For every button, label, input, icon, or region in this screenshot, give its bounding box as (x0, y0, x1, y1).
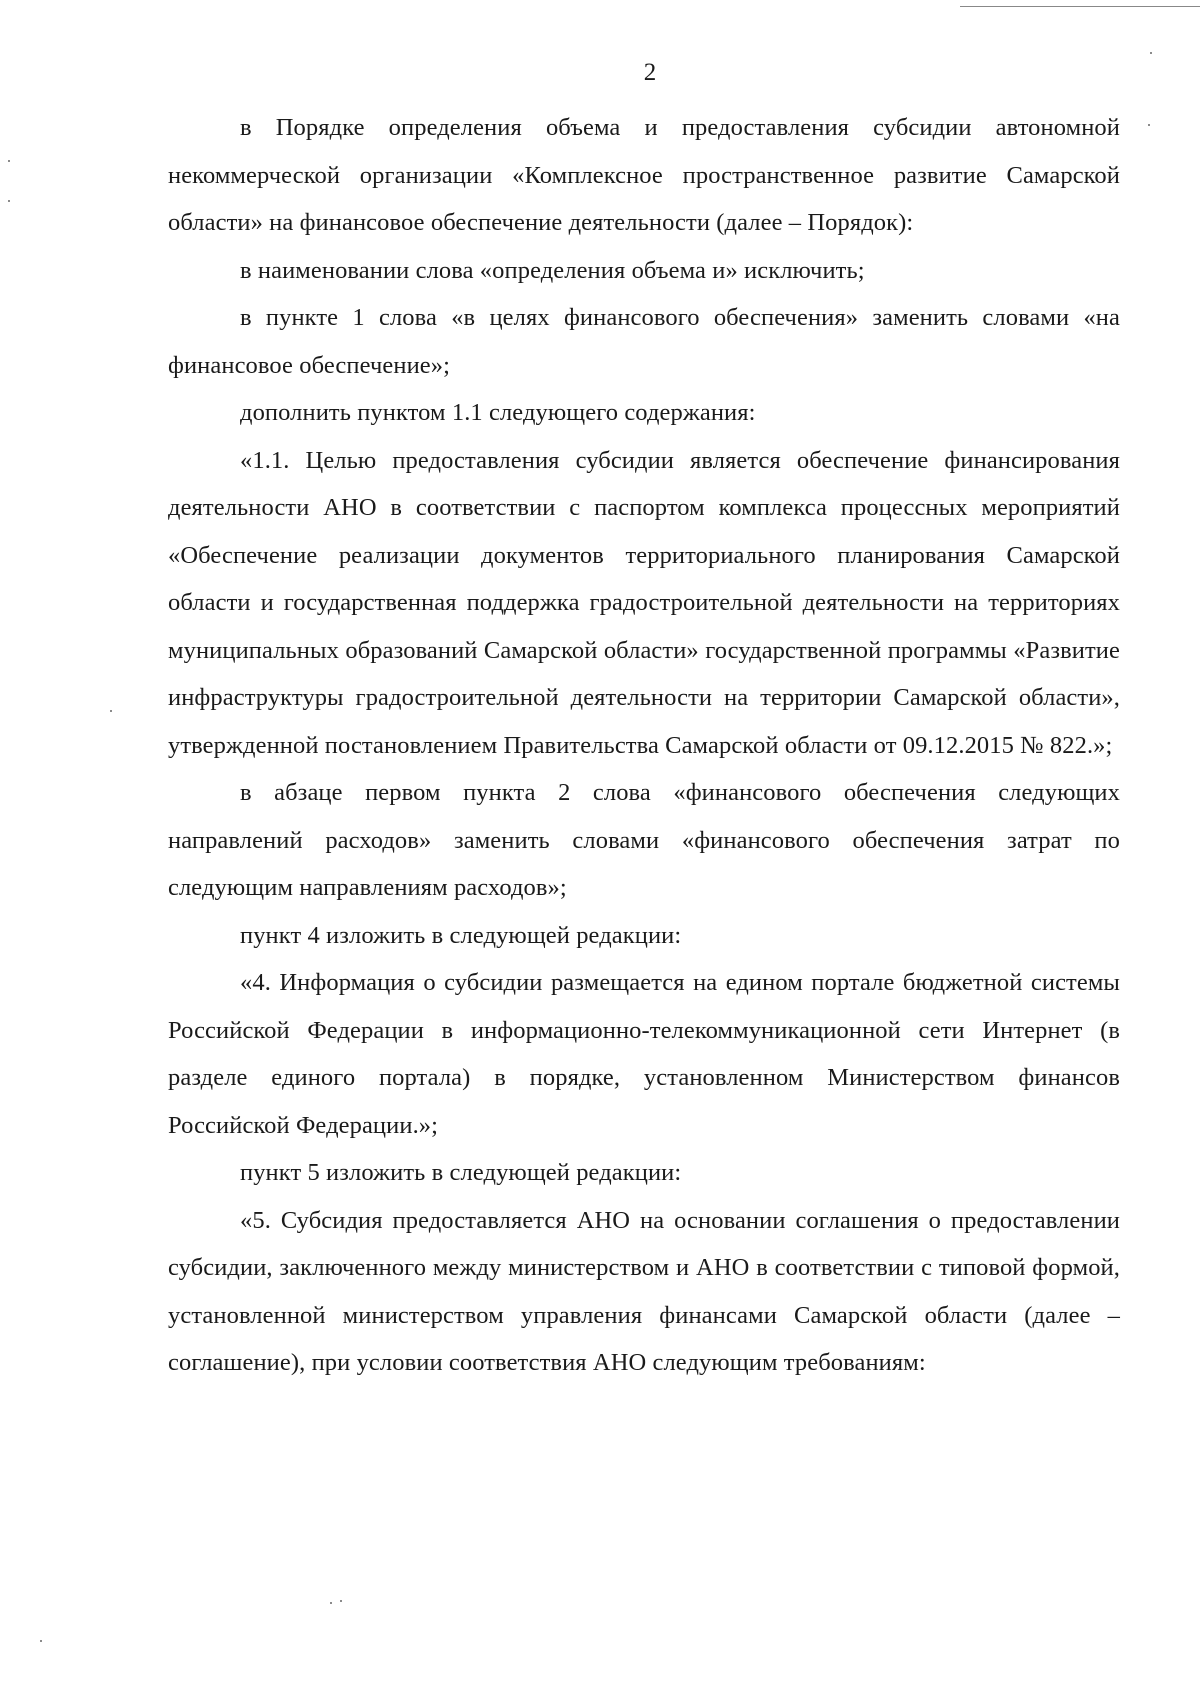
paragraph-item5-text: «5. Субсидия предоставляется АНО на основании соглашения о предоставлении субсидии, заключенного между министерством и АНО в соответствии с типовой формой, установленной министерством управления финансами Самарской области (далее – соглашение), при условии соответствия АНО следующим требованиям: (168, 1206, 1120, 1376)
document-body (168, 104, 1120, 1387)
scan-edge-line (960, 6, 1200, 7)
paragraph-item4-text: «4. Информация о субсидии размещается на едином портале бюджетной системы Российской Федерации в информационно-телекоммуникационной сети Интернет (в разделе единого портала) в порядке, установленном Министерством финансов Российской Федерации.»; (168, 969, 1120, 1139)
paragraph-add-item1-1: дополнить пунктом 1.1 следующего содержания: (240, 399, 756, 426)
scan-speck (8, 200, 10, 202)
paragraph-item1-1-text: «1.1. Целью предоставления субсидии является обеспечение финансирования деятельности АНО в соответствии с паспортом комплекса процессных мероприятий «Обеспечение реализации документов территориального планирования Самарской области и государственная поддержка градостроительной деятельности на территориях муниципальных образований Самарской области» государственной программы «Развитие инфраструктуры градостроительной деятельности на территории Самарской области», утвержденной постановлением Правительства Самарской области от 09.12.2015 № 822.»; (168, 446, 1120, 759)
paragraph-item5-intro: пункт 5 изложить в следующей редакции: (240, 1159, 682, 1186)
paragraph-item1-change: в пункте 1 слова «в целях финансового обеспечения» заменить словами «на финансовое обеспечение»; (168, 304, 1120, 379)
paragraph-item4-intro: пункт 4 изложить в следующей редакции: (240, 921, 682, 949)
page-number: 2 (643, 59, 657, 86)
scan-speck (40, 1640, 42, 1642)
paragraph-title-change: в наименовании слова «определения объема и» исключить; (240, 256, 865, 284)
scan-speck (110, 710, 112, 712)
paragraph-item2-change: в абзаце первом пункта 2 слова «финансового обеспечения следующих направлений расходов» заменить словами «финансового обеспечения затрат по следующим направлениям расходов»; (168, 779, 1120, 901)
scan-speck (8, 160, 10, 162)
scan-speck (330, 1602, 332, 1604)
scan-speck (340, 1600, 342, 1602)
paragraph-order-intro: в Порядке определения объема и предоставления субсидии автономной некоммерческой организации «Комплексное пространственное развитие Самарской области» на финансовое обеспечение деятельности (далее – Порядок): (168, 114, 1120, 236)
scan-speck (1148, 124, 1150, 126)
scan-speck (1150, 52, 1152, 54)
